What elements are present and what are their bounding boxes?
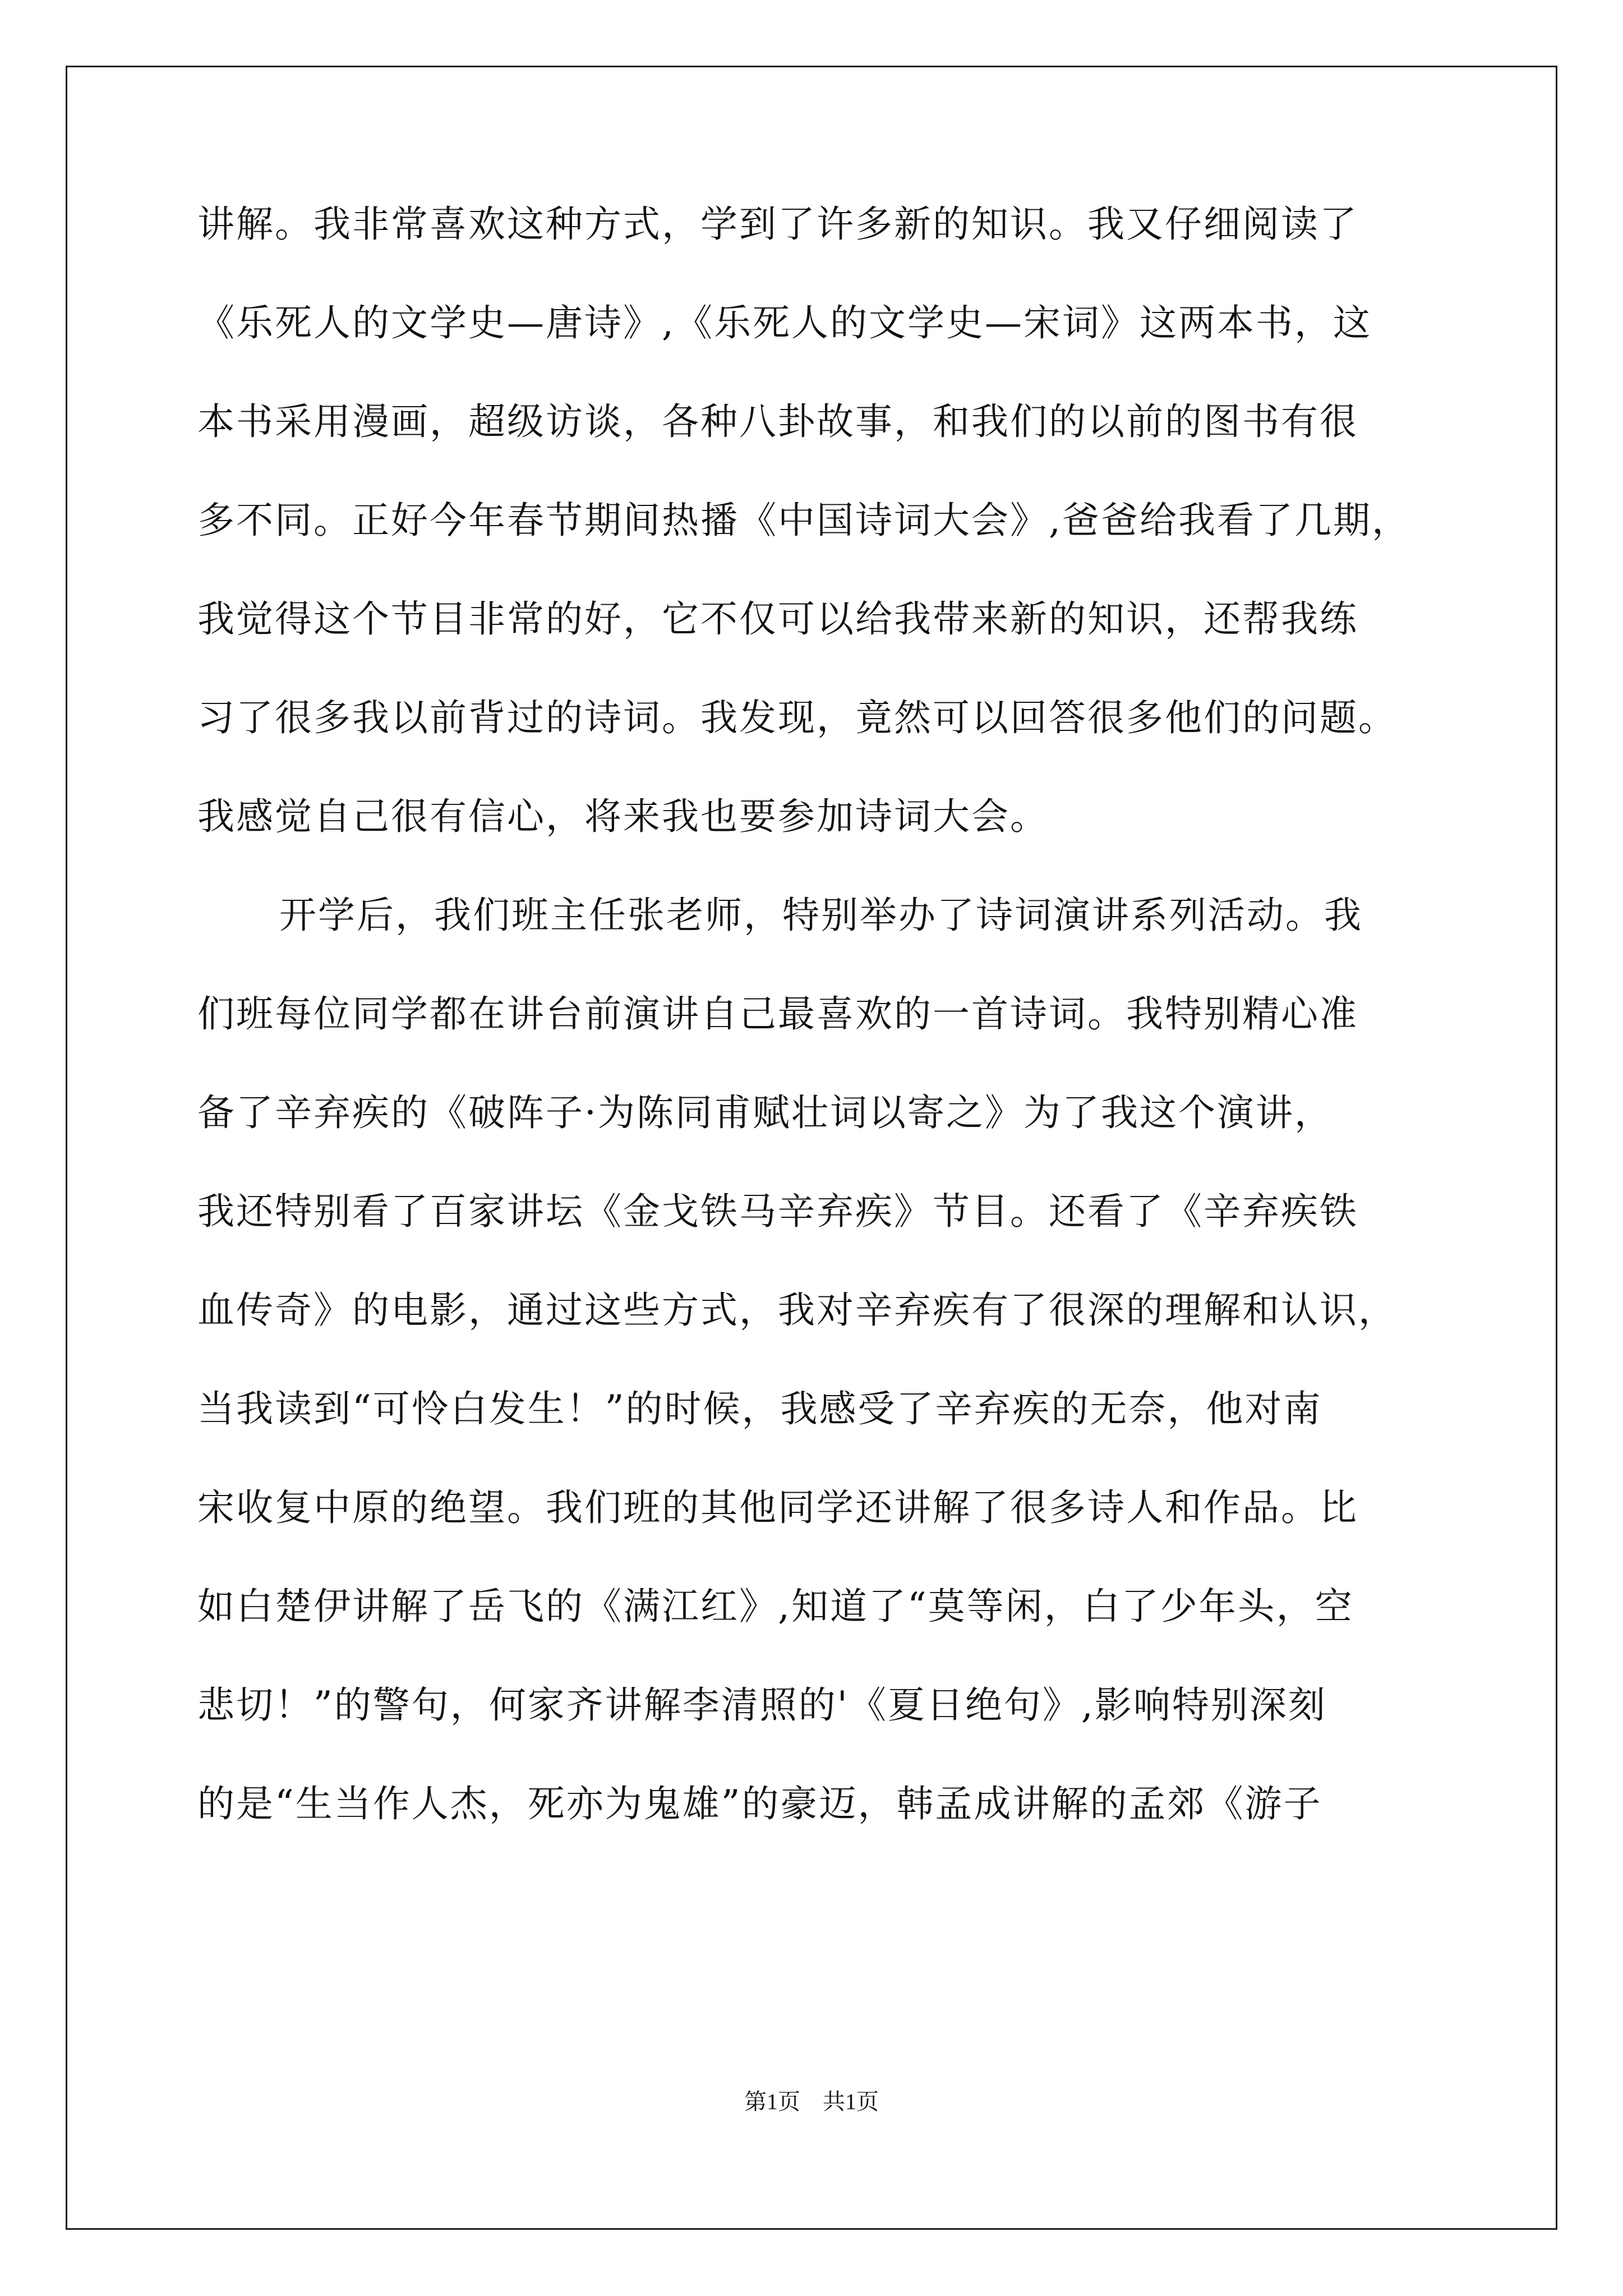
text-line: 《乐死人的文学史—唐诗》,《乐死人的文学史—宋词》这两本书，这 [197,301,1372,344]
text-line: 当我读到“可怜白发生！”的时候，我感受了辛弃疾的无奈，他对南 [197,1387,1322,1430]
paragraph-start-line: 开学后，我们班主任张老师，特别举办了诗词演讲系列活动。我 [279,894,1363,937]
text-line: 习了很多我以前背过的诗词。我发现，竟然可以回答很多他们的问题。 [197,696,1397,739]
text-line: 悲切！”的警句，何家齐讲解李清照的'《夏日绝句》,影响特别深刻 [197,1683,1327,1727]
page-number-footer: 第1页 共1页 [744,2089,879,2114]
text-line: 宋收复中原的绝望。我们班的其他同学还讲解了很多诗人和作品。比 [197,1486,1358,1529]
text-line: 我感觉自己很有信心，将来我也要参加诗词大会。 [197,795,1049,838]
text-line: 血传奇》的电影，通过这些方式，我对辛弃疾有了很深的理解和认识， [197,1289,1397,1332]
text-line: 们班每位同学都在讲台前演讲自己最喜欢的一首诗词。我特别精心准 [197,992,1358,1036]
text-line: 我还特别看了百家讲坛《金戈铁马辛弃疾》节目。还看了《辛弃疾铁 [197,1190,1358,1233]
text-line: 我觉得这个节目非常的好，它不仅可以给我带来新的知识，还帮我练 [197,597,1358,641]
text-line: 多不同。正好今年春节期间热播《中国诗词大会》,爸爸给我看了几期， [197,499,1410,542]
text-line: 备了辛弃疾的《破阵子·为陈同甫赋壮词以寄之》为了我这个演讲， [197,1091,1333,1134]
text-line: 的是“生当作人杰，死亦为鬼雄”的豪迈，韩孟成讲解的孟郊《游子 [197,1782,1322,1825]
text-line: 本书采用漫画，超级访谈，各种八卦故事，和我们的以前的图书有很 [197,400,1358,443]
text-line: 讲解。我非常喜欢这种方式，学到了许多新的知识。我又仔细阅读了 [197,203,1358,246]
text-line: 如白楚伊讲解了岳飞的《满江红》,知道了“莫等闲，白了少年头，空 [197,1585,1354,1628]
